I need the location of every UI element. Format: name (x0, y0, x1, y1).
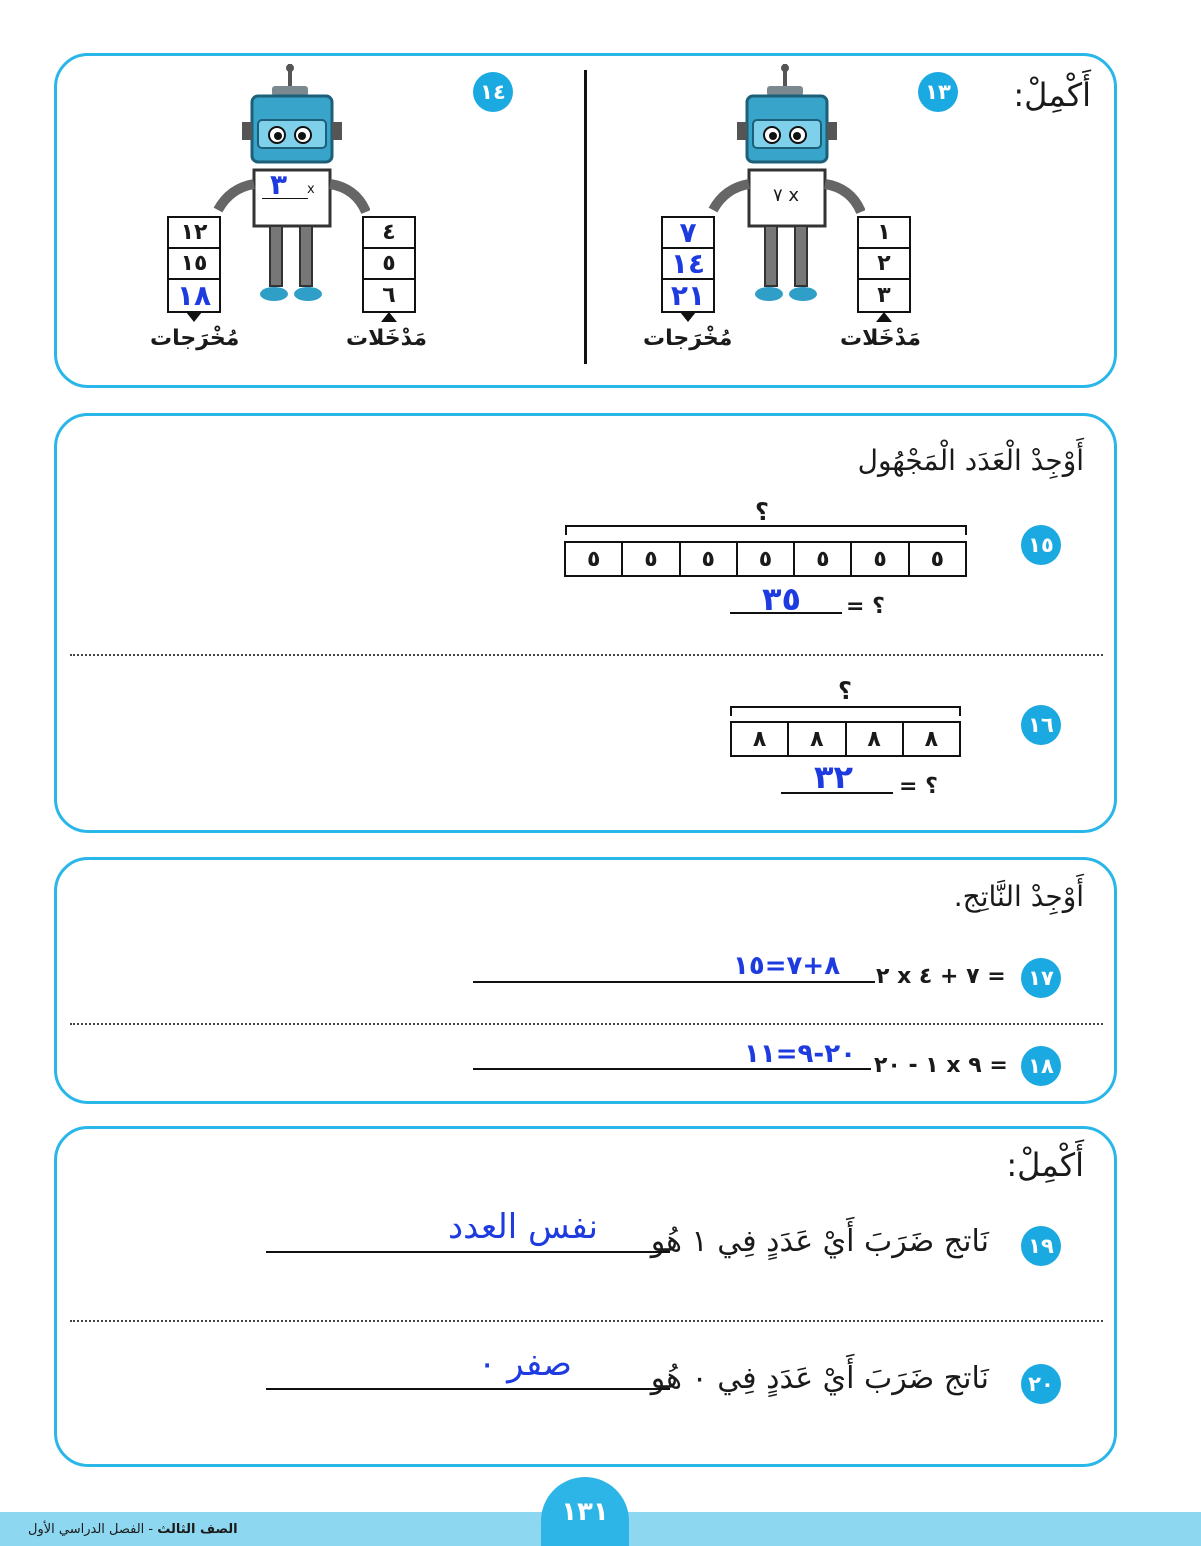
footer-grade: الصف الثالث (157, 1522, 238, 1537)
answer-17: ٨+٧=١٥ (733, 951, 841, 981)
robot-13-screen-text: ٧ x (773, 185, 800, 206)
bar-segment: ٥ (621, 543, 678, 575)
inputs-arrow-13 (876, 312, 892, 322)
output-cell: ٧ (663, 218, 713, 249)
input-cell: ١ (859, 218, 909, 249)
question-number-19: ١٩ (1021, 1226, 1061, 1266)
question-number-18: ١٨ (1021, 1046, 1061, 1086)
bar-model-16 (730, 721, 961, 757)
bar-segment: ٥ (908, 543, 965, 575)
answer-19: نفس العدد (448, 1207, 599, 1247)
bar-segment: ٥ (586, 546, 601, 572)
expression-18: ٢٠ - ١ x ٩ = (874, 1053, 1008, 1078)
dotted-separator (70, 1320, 1103, 1322)
question-number-20: ٢٠ (1021, 1364, 1061, 1404)
robot-14-screen-answer: ٣ (270, 168, 288, 201)
equation-15: ؟ = (846, 594, 885, 619)
section-complete-sentences (54, 1126, 1117, 1467)
question-number-17: ١٧ (1021, 958, 1061, 998)
output-cell: ١٢ (169, 218, 219, 249)
dotted-separator (70, 1023, 1103, 1025)
footer-grade-term (28, 1522, 238, 1537)
robot-14-illustration (210, 62, 370, 307)
robot-14-screen-op: x (307, 182, 315, 197)
output-cell: ١٨ (176, 279, 212, 312)
bar-bracket-16 (730, 706, 961, 716)
bar-segment: ٥ (850, 543, 907, 575)
section1-heading: أَكْمِلْ: (1013, 76, 1091, 114)
outputs-column-13 (661, 216, 715, 313)
footer-term: - الفصل الدراسي الأول (28, 1522, 154, 1537)
question-number-14: ١٤ (473, 72, 513, 112)
bar-segment: ٨ (902, 723, 959, 755)
bar-segment: ٨ (752, 726, 767, 752)
input-cell: ٦ (382, 283, 396, 308)
section2-heading: أَوْجِدْ الْعَدَد الْمَجْهُول (857, 444, 1084, 477)
answer-20: صفر ٠ (478, 1344, 572, 1384)
bar-segment: ٨ (787, 723, 844, 755)
inputs-column-13 (857, 216, 911, 313)
output-cell: ١٤ (663, 249, 713, 280)
outputs-label-14: مُخْرَجات (150, 326, 240, 351)
answer-line-20 (266, 1388, 670, 1390)
answer-15: ٣٥ (762, 580, 802, 618)
dotted-separator (70, 654, 1103, 656)
question-number-13: ١٣ (918, 72, 958, 112)
sentence-20: نَاتج ضَرَبَ أَيْ عَدَدٍ فِي ٠ هُو (650, 1361, 989, 1396)
answer-line-19 (266, 1251, 670, 1253)
inputs-arrow-14 (381, 312, 397, 322)
equation-16: ؟ = (899, 774, 938, 799)
bar-segment: ٥ (679, 543, 736, 575)
outputs-arrow-13 (680, 312, 696, 322)
bar-bracket-15 (565, 525, 967, 535)
answer-line-17 (473, 981, 875, 983)
page-number: ١٣١ (541, 1477, 629, 1546)
expression-17: ٢ x ٤ + ٧ = (876, 964, 1006, 989)
sentence-19: نَاتج ضَرَبَ أَيْ عَدَدٍ فِي ١ هُو (650, 1224, 989, 1259)
section3-heading: أَوْجِدْ النَّاتِج. (953, 880, 1084, 913)
output-cell: ١٥ (169, 249, 219, 280)
inputs-column-14 (362, 216, 416, 313)
output-cell: ٢١ (670, 279, 706, 312)
answer-18: ٢٠-٩=١١ (744, 1039, 856, 1069)
outputs-column-14 (167, 216, 221, 313)
vertical-divider (584, 70, 587, 364)
input-cell: ٤ (364, 218, 414, 249)
bar-total-16: ؟ (838, 677, 852, 705)
bar-total-15: ؟ (755, 498, 769, 526)
answer-16: ٣٢ (814, 758, 854, 796)
inputs-label-13: مَدْخَلات (840, 326, 921, 351)
input-cell: ٢ (859, 249, 909, 280)
bar-segment: ٥ (793, 543, 850, 575)
question-number-15: ١٥ (1021, 525, 1061, 565)
outputs-arrow-14 (186, 312, 202, 322)
outputs-label-13: مُخْرَجات (643, 326, 733, 351)
inputs-label-14: مَدْخَلات (346, 326, 427, 351)
question-number-16: ١٦ (1021, 705, 1061, 745)
bar-model-15 (564, 541, 967, 577)
section4-heading: أَكْمِلْ: (1006, 1146, 1084, 1184)
bar-segment: ٥ (736, 543, 793, 575)
bar-segment: ٨ (845, 723, 902, 755)
input-cell: ٣ (877, 283, 891, 308)
input-cell: ٥ (364, 249, 414, 280)
